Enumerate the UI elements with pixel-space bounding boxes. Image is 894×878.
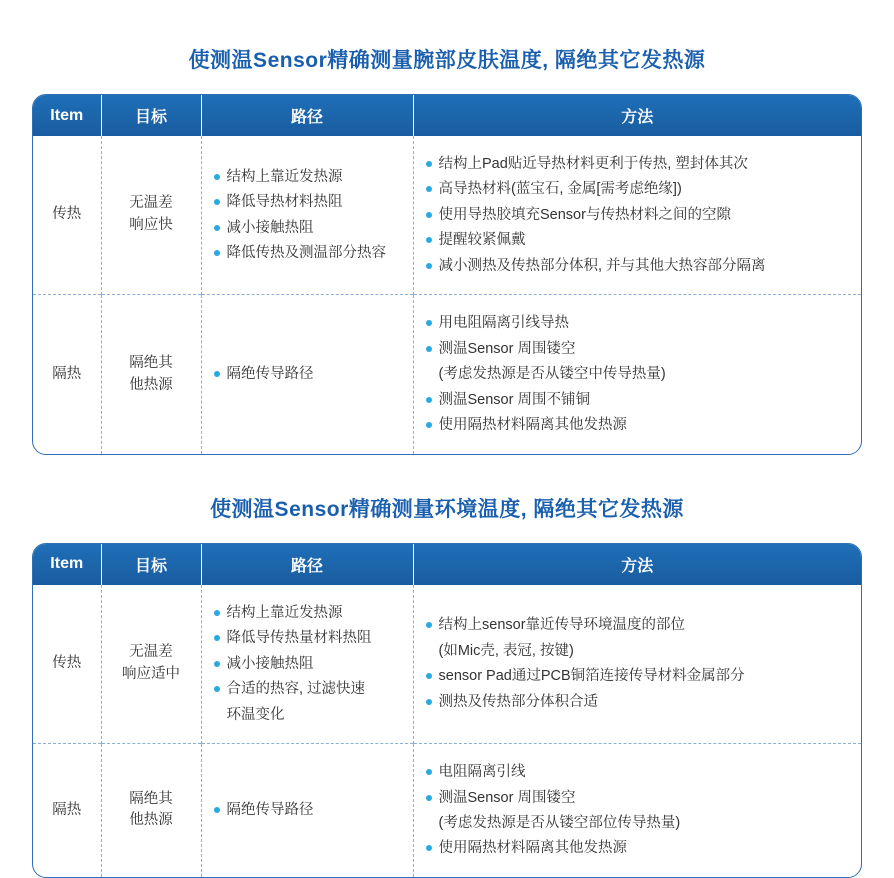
list-item: 测热及传热部分体积合适: [424, 691, 852, 713]
list-item: 用电阻隔离引线导热: [424, 312, 852, 334]
cell-path: [201, 136, 413, 295]
list-item: 使用隔热材料隔离其他发热源: [424, 837, 852, 859]
path-list: [212, 363, 403, 385]
path-list: [212, 799, 403, 821]
table-header-row: [33, 95, 861, 136]
list-item: 减小测热及传热部分体积, 并与其他大热容部分隔离: [424, 255, 852, 277]
list-item: 使用导热胶填充Sensor与传热材料之间的空隙: [424, 204, 852, 226]
section-title: 使测温Sensor精确测量环境温度, 隔绝其它发热源: [210, 497, 684, 521]
list-item-note: 环温变化: [226, 706, 285, 723]
method-list: [424, 761, 852, 860]
path-list: [212, 166, 403, 265]
path-list: [212, 602, 403, 726]
goal-line: 无温差: [129, 195, 173, 212]
method-list: [424, 312, 852, 436]
table-1: [33, 95, 861, 454]
list-item: 结构上靠近发热源: [212, 166, 403, 188]
cell-goal: [101, 585, 201, 744]
list-item: sensor Pad通过PCB铜箔连接传导材料金属部分: [424, 665, 852, 687]
cell-method: [413, 295, 861, 454]
goal-line: 他热源: [129, 812, 173, 829]
cell-item: 隔热: [33, 744, 101, 877]
column-header-path: 路径: [201, 544, 413, 585]
list-item: 减小接触热阻: [212, 217, 403, 239]
table-header-row: [33, 544, 861, 585]
list-item-note: (如Mic壳, 表冠, 按键): [438, 642, 574, 659]
cell-path: [201, 585, 413, 744]
cell-method: [413, 136, 861, 295]
column-header-method: 方法: [413, 544, 861, 585]
method-list: [424, 153, 852, 277]
list-item: 结构上sensor靠近传导环境温度的部位: [424, 614, 852, 636]
table-row: [33, 585, 861, 744]
table-row: [33, 295, 861, 454]
list-item: 结构上Pad贴近导热材料更利于传热, 塑封体其次: [424, 153, 852, 175]
list-item-note: (考虑发热源是否从镂空中传导热量): [438, 366, 666, 383]
cell-goal: [101, 295, 201, 454]
column-header-path: 路径: [201, 95, 413, 136]
list-item: 降低导热材料热阻: [212, 191, 403, 213]
cell-method: [413, 744, 861, 877]
list-item: 隔绝传导路径: [212, 799, 403, 821]
section-ambient-temperature: [0, 455, 894, 878]
cell-item: 隔热: [33, 295, 101, 454]
list-item: 降低导传热量材料热阻: [212, 627, 403, 649]
list-item: 测温Sensor 周围镂空: [424, 338, 852, 360]
list-item: 隔绝传导路径: [212, 363, 403, 385]
table-row: [33, 136, 861, 295]
list-item: 电阻隔离引线: [424, 761, 852, 783]
list-item: 合适的热容, 过滤快速: [212, 678, 403, 700]
cell-path: [201, 744, 413, 877]
cell-path: [201, 295, 413, 454]
table-container-2: [32, 543, 862, 878]
goal-line: 响应快: [129, 217, 173, 234]
goal-line: 隔绝其: [129, 790, 173, 807]
list-item: 高导热材料(蓝宝石, 金属[需考虑绝缘]): [424, 178, 852, 200]
list-item: 提醒较紧佩戴: [424, 229, 852, 251]
list-item: 降低传热及测温部分热容: [212, 242, 403, 264]
goal-line: 他热源: [129, 376, 173, 393]
column-header-method: 方法: [413, 95, 861, 136]
column-header-goal: 目标: [101, 544, 201, 585]
table-container-1: [32, 94, 862, 455]
goal-line: 响应适中: [122, 665, 180, 682]
column-header-item: Item: [33, 544, 101, 585]
cell-method: [413, 585, 861, 744]
method-list: [424, 614, 852, 713]
section-title: 使测温Sensor精确测量腕部皮肤温度, 隔绝其它发热源: [188, 49, 706, 72]
cell-goal: [101, 744, 201, 877]
column-header-item: Item: [33, 95, 101, 136]
list-item: 减小接触热阻: [212, 653, 403, 675]
list-item: 使用隔热材料隔离其他发热源: [424, 414, 852, 436]
goal-line: 隔绝其: [129, 354, 173, 371]
list-item: 测温Sensor 周围不铺铜: [424, 389, 852, 411]
goal-line: 无温差: [129, 644, 173, 661]
list-item: 测温Sensor 周围镂空: [424, 787, 852, 809]
cell-item: 传热: [33, 585, 101, 744]
list-item-note: (考虑发热源是否从镂空部位传导热量): [438, 814, 681, 831]
table-row: [33, 744, 861, 877]
cell-goal: [101, 136, 201, 295]
cell-item: 传热: [33, 136, 101, 295]
list-item: 结构上靠近发热源: [212, 602, 403, 624]
table-2: [33, 544, 861, 877]
column-header-goal: 目标: [101, 95, 201, 136]
